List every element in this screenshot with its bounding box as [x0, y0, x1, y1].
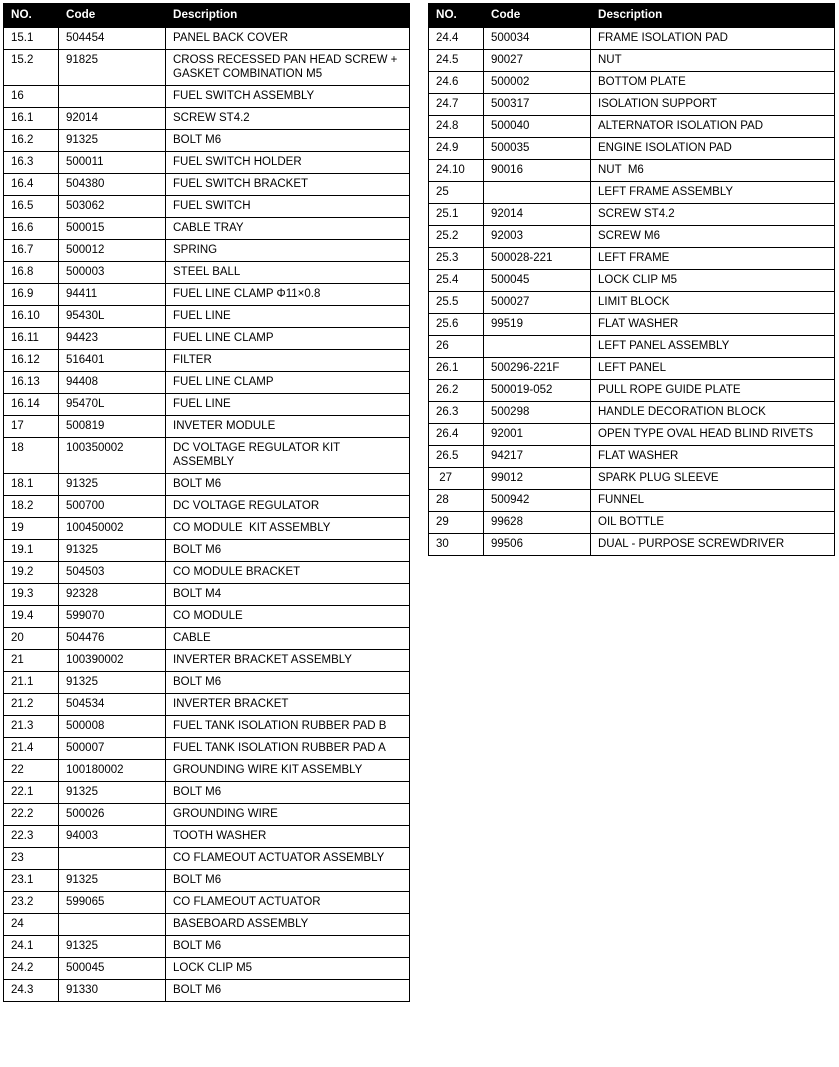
part-description-cell: DC VOLTAGE REGULATOR [166, 495, 410, 517]
part-description-cell: FUEL SWITCH [166, 195, 410, 217]
part-number-cell: 16.2 [4, 129, 59, 151]
part-number-cell: 30 [429, 533, 484, 555]
table-row [429, 291, 835, 313]
part-description-cell: TOOTH WASHER [166, 825, 410, 847]
table-row [429, 71, 835, 93]
part-description-cell: BOLT M6 [166, 781, 410, 803]
part-number-cell: 25.2 [429, 225, 484, 247]
table-row [429, 247, 835, 269]
part-number-cell: 26.3 [429, 401, 484, 423]
part-description-cell: INVETER MODULE [166, 415, 410, 437]
table-row [4, 415, 410, 437]
table-row [4, 935, 410, 957]
part-description-cell: FRAME ISOLATION PAD [591, 27, 835, 49]
header-row [429, 4, 835, 28]
table-row [4, 437, 410, 473]
part-description-cell: CO MODULE BRACKET [166, 561, 410, 583]
part-code-cell: 91325 [59, 935, 166, 957]
part-code-cell: 92014 [59, 107, 166, 129]
part-description-cell: CABLE [166, 627, 410, 649]
part-description-cell: LEFT PANEL [591, 357, 835, 379]
table-row [4, 217, 410, 239]
table-row [4, 825, 410, 847]
table-row [4, 27, 410, 49]
parts-table-left [3, 3, 410, 1002]
table-row [429, 423, 835, 445]
part-code-cell: 500003 [59, 261, 166, 283]
table-row [4, 539, 410, 561]
part-code-cell: 500045 [59, 957, 166, 979]
table-row [429, 445, 835, 467]
part-code-cell: 500019-052 [484, 379, 591, 401]
part-description-cell: BOLT M4 [166, 583, 410, 605]
part-code-cell: 500819 [59, 415, 166, 437]
part-number-cell: 18.2 [4, 495, 59, 517]
part-number-cell: 18.1 [4, 473, 59, 495]
part-description-cell: DC VOLTAGE REGULATOR KIT ASSEMBLY [166, 437, 410, 473]
part-code-cell: 94423 [59, 327, 166, 349]
part-description-cell: DUAL - PURPOSE SCREWDRIVER [591, 533, 835, 555]
part-description-cell: CO MODULE KIT ASSEMBLY [166, 517, 410, 539]
part-number-cell: 27 [429, 467, 484, 489]
part-code-cell: 92001 [484, 423, 591, 445]
part-description-cell: BASEBOARD ASSEMBLY [166, 913, 410, 935]
part-code-cell: 500034 [484, 27, 591, 49]
part-description-cell: FUNNEL [591, 489, 835, 511]
part-number-cell: 24.1 [4, 935, 59, 957]
table-row [4, 561, 410, 583]
part-number-cell: 15.1 [4, 27, 59, 49]
table-row [4, 913, 410, 935]
table-row [4, 129, 410, 151]
table-row [4, 151, 410, 173]
table-row [4, 327, 410, 349]
table-row [429, 115, 835, 137]
table-row [429, 203, 835, 225]
part-description-cell: FLAT WASHER [591, 445, 835, 467]
part-description-cell: LOCK CLIP M5 [591, 269, 835, 291]
part-code-cell: 500942 [484, 489, 591, 511]
table-row [4, 283, 410, 305]
table-row [4, 671, 410, 693]
part-description-cell: INVERTER BRACKET [166, 693, 410, 715]
table-row [429, 159, 835, 181]
part-number-cell: 24.8 [429, 115, 484, 137]
table-row [429, 93, 835, 115]
part-number-cell: 19 [4, 517, 59, 539]
part-code-cell: 516401 [59, 349, 166, 371]
part-code-cell: 500026 [59, 803, 166, 825]
column-header-no: NO. [4, 4, 59, 28]
table-row [429, 511, 835, 533]
part-code-cell: 95470L [59, 393, 166, 415]
table-row [4, 979, 410, 1001]
part-description-cell: FILTER [166, 349, 410, 371]
part-number-cell: 15.2 [4, 49, 59, 85]
part-description-cell: BOLT M6 [166, 473, 410, 495]
part-number-cell: 24 [4, 913, 59, 935]
part-code-cell: 504476 [59, 627, 166, 649]
part-code-cell: 504503 [59, 561, 166, 583]
part-description-cell: ENGINE ISOLATION PAD [591, 137, 835, 159]
part-number-cell: 22 [4, 759, 59, 781]
table-row [429, 401, 835, 423]
table-row [4, 49, 410, 85]
part-number-cell: 20 [4, 627, 59, 649]
part-number-cell: 22.1 [4, 781, 59, 803]
part-number-cell: 17 [4, 415, 59, 437]
part-number-cell: 16.8 [4, 261, 59, 283]
table-row [4, 891, 410, 913]
part-description-cell: BOTTOM PLATE [591, 71, 835, 93]
part-number-cell: 21.2 [4, 693, 59, 715]
part-code-cell: 91325 [59, 129, 166, 151]
part-description-cell: FUEL LINE [166, 305, 410, 327]
table-header-right [429, 4, 835, 28]
part-code-cell [59, 913, 166, 935]
table-row [4, 371, 410, 393]
part-code-cell: 504454 [59, 27, 166, 49]
part-description-cell: FUEL SWITCH HOLDER [166, 151, 410, 173]
part-number-cell: 25.1 [429, 203, 484, 225]
part-number-cell: 22.3 [4, 825, 59, 847]
part-description-cell: BOLT M6 [166, 979, 410, 1001]
part-description-cell: FUEL LINE CLAMP [166, 371, 410, 393]
part-code-cell [59, 85, 166, 107]
column-header-description: Description [591, 4, 835, 28]
part-code-cell: 500027 [484, 291, 591, 313]
part-number-cell: 26.2 [429, 379, 484, 401]
part-number-cell: 23.2 [4, 891, 59, 913]
part-description-cell: BOLT M6 [166, 539, 410, 561]
table-row [4, 173, 410, 195]
part-description-cell: SCREW ST4.2 [591, 203, 835, 225]
part-code-cell: 500012 [59, 239, 166, 261]
part-number-cell: 19.1 [4, 539, 59, 561]
table-body-right [429, 27, 835, 555]
part-number-cell: 24.5 [429, 49, 484, 71]
table-row [4, 605, 410, 627]
part-number-cell: 24.3 [4, 979, 59, 1001]
part-code-cell: 504534 [59, 693, 166, 715]
part-number-cell: 21.4 [4, 737, 59, 759]
part-description-cell: SPRING [166, 239, 410, 261]
part-code-cell: 500015 [59, 217, 166, 239]
part-code-cell: 90016 [484, 159, 591, 181]
part-code-cell: 99012 [484, 467, 591, 489]
part-number-cell: 16.10 [4, 305, 59, 327]
table-row [429, 225, 835, 247]
table-header-left [4, 4, 410, 28]
part-number-cell: 25 [429, 181, 484, 203]
part-number-cell: 26 [429, 335, 484, 357]
part-code-cell: 500317 [484, 93, 591, 115]
part-code-cell: 94003 [59, 825, 166, 847]
part-code-cell: 91825 [59, 49, 166, 85]
table-row [4, 305, 410, 327]
part-number-cell: 24.4 [429, 27, 484, 49]
part-description-cell: CO FLAMEOUT ACTUATOR ASSEMBLY [166, 847, 410, 869]
table-row [429, 467, 835, 489]
table-row [4, 393, 410, 415]
table-row [4, 737, 410, 759]
part-code-cell: 100180002 [59, 759, 166, 781]
part-code-cell: 99519 [484, 313, 591, 335]
part-description-cell: OIL BOTTLE [591, 511, 835, 533]
table-row [4, 759, 410, 781]
part-description-cell: ALTERNATOR ISOLATION PAD [591, 115, 835, 137]
part-number-cell: 19.2 [4, 561, 59, 583]
part-code-cell: 100390002 [59, 649, 166, 671]
part-code-cell [484, 181, 591, 203]
table-row [429, 489, 835, 511]
table-row [4, 781, 410, 803]
part-code-cell [59, 847, 166, 869]
table-row [429, 379, 835, 401]
part-number-cell: 26.1 [429, 357, 484, 379]
part-code-cell: 599065 [59, 891, 166, 913]
part-number-cell: 24.6 [429, 71, 484, 93]
part-description-cell: SCREW ST4.2 [166, 107, 410, 129]
table-row [4, 693, 410, 715]
part-number-cell: 16.11 [4, 327, 59, 349]
table-row [429, 313, 835, 335]
part-code-cell: 99628 [484, 511, 591, 533]
part-code-cell: 500035 [484, 137, 591, 159]
part-code-cell: 91325 [59, 473, 166, 495]
part-number-cell: 26.4 [429, 423, 484, 445]
part-description-cell: FUEL LINE [166, 393, 410, 415]
part-number-cell: 16 [4, 85, 59, 107]
part-number-cell: 16.1 [4, 107, 59, 129]
part-description-cell: LIMIT BLOCK [591, 291, 835, 313]
table-row [429, 137, 835, 159]
part-code-cell: 500045 [484, 269, 591, 291]
part-code-cell: 100350002 [59, 437, 166, 473]
part-code-cell: 503062 [59, 195, 166, 217]
part-number-cell: 28 [429, 489, 484, 511]
part-description-cell: FUEL LINE CLAMP Φ11×0.8 [166, 283, 410, 305]
table-body-left [4, 27, 410, 1001]
part-number-cell: 25.4 [429, 269, 484, 291]
part-description-cell: LEFT PANEL ASSEMBLY [591, 335, 835, 357]
part-code-cell: 500298 [484, 401, 591, 423]
table-row [429, 533, 835, 555]
part-number-cell: 22.2 [4, 803, 59, 825]
part-description-cell: CO MODULE [166, 605, 410, 627]
part-number-cell: 16.12 [4, 349, 59, 371]
part-description-cell: FUEL LINE CLAMP [166, 327, 410, 349]
parts-table-right [428, 3, 835, 556]
part-number-cell: 16.13 [4, 371, 59, 393]
part-code-cell: 500002 [484, 71, 591, 93]
part-description-cell: PANEL BACK COVER [166, 27, 410, 49]
table-row [4, 261, 410, 283]
part-number-cell: 16.3 [4, 151, 59, 173]
table-row [4, 847, 410, 869]
part-code-cell: 92328 [59, 583, 166, 605]
part-code-cell: 91325 [59, 781, 166, 803]
table-row [429, 269, 835, 291]
table-row [4, 195, 410, 217]
part-description-cell: BOLT M6 [166, 935, 410, 957]
column-header-description: Description [166, 4, 410, 28]
part-description-cell: INVERTER BRACKET ASSEMBLY [166, 649, 410, 671]
part-number-cell: 19.4 [4, 605, 59, 627]
part-number-cell: 16.6 [4, 217, 59, 239]
table-row [4, 957, 410, 979]
table-row [4, 349, 410, 371]
part-number-cell: 16.5 [4, 195, 59, 217]
part-description-cell: GROUNDING WIRE [166, 803, 410, 825]
table-row [429, 27, 835, 49]
part-code-cell: 92003 [484, 225, 591, 247]
part-description-cell: NUT M6 [591, 159, 835, 181]
part-description-cell: NUT [591, 49, 835, 71]
part-code-cell: 92014 [484, 203, 591, 225]
part-description-cell: BOLT M6 [166, 671, 410, 693]
part-description-cell: FLAT WASHER [591, 313, 835, 335]
part-number-cell: 23.1 [4, 869, 59, 891]
part-number-cell: 24.2 [4, 957, 59, 979]
table-row [4, 495, 410, 517]
part-description-cell: FUEL TANK ISOLATION RUBBER PAD A [166, 737, 410, 759]
part-description-cell: GROUNDING WIRE KIT ASSEMBLY [166, 759, 410, 781]
part-number-cell: 18 [4, 437, 59, 473]
part-code-cell: 91325 [59, 671, 166, 693]
part-description-cell: CABLE TRAY [166, 217, 410, 239]
part-code-cell: 500008 [59, 715, 166, 737]
part-number-cell: 24.7 [429, 93, 484, 115]
part-number-cell: 19.3 [4, 583, 59, 605]
part-code-cell: 91325 [59, 869, 166, 891]
part-code-cell: 500011 [59, 151, 166, 173]
part-number-cell: 16.14 [4, 393, 59, 415]
table-row [4, 649, 410, 671]
part-description-cell: BOLT M6 [166, 869, 410, 891]
part-code-cell: 100450002 [59, 517, 166, 539]
part-code-cell: 95430L [59, 305, 166, 327]
part-description-cell: LEFT FRAME [591, 247, 835, 269]
part-code-cell: 500700 [59, 495, 166, 517]
table-row [4, 473, 410, 495]
part-number-cell: 16.9 [4, 283, 59, 305]
part-code-cell: 500007 [59, 737, 166, 759]
part-code-cell [484, 335, 591, 357]
part-code-cell: 500296-221F [484, 357, 591, 379]
part-description-cell: CROSS RECESSED PAN HEAD SCREW + GASKET COMBINATION M5 [166, 49, 410, 85]
part-number-cell: 25.5 [429, 291, 484, 313]
part-number-cell: 26.5 [429, 445, 484, 467]
part-code-cell: 91330 [59, 979, 166, 1001]
part-description-cell: FUEL TANK ISOLATION RUBBER PAD B [166, 715, 410, 737]
table-row [4, 107, 410, 129]
part-code-cell: 500040 [484, 115, 591, 137]
table-row [4, 517, 410, 539]
part-description-cell: LEFT FRAME ASSEMBLY [591, 181, 835, 203]
part-number-cell: 21 [4, 649, 59, 671]
part-code-cell: 90027 [484, 49, 591, 71]
header-row [4, 4, 410, 28]
part-description-cell: ISOLATION SUPPORT [591, 93, 835, 115]
part-code-cell: 99506 [484, 533, 591, 555]
table-row [4, 627, 410, 649]
table-row [429, 357, 835, 379]
table-row [4, 869, 410, 891]
table-row [4, 803, 410, 825]
part-description-cell: OPEN TYPE OVAL HEAD BLIND RIVETS [591, 423, 835, 445]
part-number-cell: 23 [4, 847, 59, 869]
table-row [429, 181, 835, 203]
part-number-cell: 25.6 [429, 313, 484, 335]
part-description-cell: FUEL SWITCH BRACKET [166, 173, 410, 195]
table-row [429, 49, 835, 71]
part-description-cell: STEEL BALL [166, 261, 410, 283]
part-code-cell: 91325 [59, 539, 166, 561]
part-description-cell: HANDLE DECORATION BLOCK [591, 401, 835, 423]
part-description-cell: FUEL SWITCH ASSEMBLY [166, 85, 410, 107]
table-row [4, 715, 410, 737]
part-number-cell: 25.3 [429, 247, 484, 269]
part-description-cell: BOLT M6 [166, 129, 410, 151]
column-header-code: Code [59, 4, 166, 28]
part-number-cell: 21.3 [4, 715, 59, 737]
column-header-code: Code [484, 4, 591, 28]
part-number-cell: 24.10 [429, 159, 484, 181]
table-row [429, 335, 835, 357]
part-description-cell: PULL ROPE GUIDE PLATE [591, 379, 835, 401]
table-row [4, 85, 410, 107]
part-number-cell: 16.7 [4, 239, 59, 261]
part-code-cell: 599070 [59, 605, 166, 627]
column-header-no: NO. [429, 4, 484, 28]
part-description-cell: SPARK PLUG SLEEVE [591, 467, 835, 489]
part-code-cell: 94217 [484, 445, 591, 467]
table-row [4, 239, 410, 261]
part-code-cell: 94411 [59, 283, 166, 305]
table-row [4, 583, 410, 605]
part-code-cell: 500028-221 [484, 247, 591, 269]
part-number-cell: 29 [429, 511, 484, 533]
part-description-cell: LOCK CLIP M5 [166, 957, 410, 979]
part-number-cell: 21.1 [4, 671, 59, 693]
part-description-cell: SCREW M6 [591, 225, 835, 247]
part-code-cell: 94408 [59, 371, 166, 393]
part-code-cell: 504380 [59, 173, 166, 195]
part-description-cell: CO FLAMEOUT ACTUATOR [166, 891, 410, 913]
part-number-cell: 24.9 [429, 137, 484, 159]
part-number-cell: 16.4 [4, 173, 59, 195]
